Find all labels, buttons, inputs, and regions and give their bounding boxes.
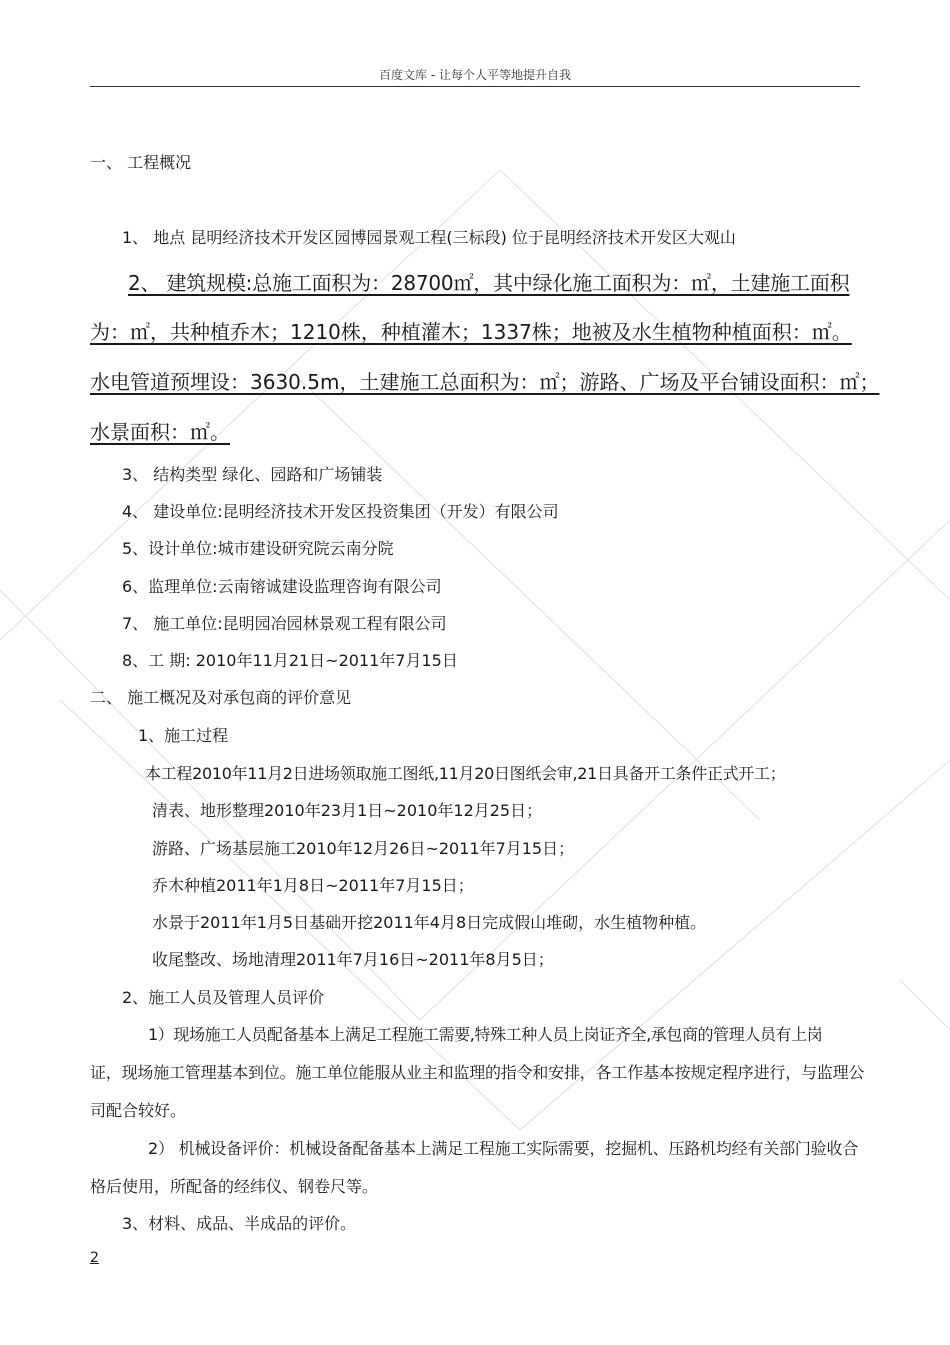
section-heading: 一、 工程概况 (90, 153, 192, 172)
process-line: 收尾整改、场地清理2011年7月16日~2011年8月5日； (152, 950, 554, 969)
paragraph-line: 格后使用，所配备的经纬仪、钢卷尺等。 (90, 1177, 379, 1196)
process-line: 本工程2010年11月2日进场领取施工图纸,11月20日图纸会审,21日具备开工条件正式开工； (145, 764, 786, 783)
designer-item: 5、设计单位:城市建设研究院云南分院 (122, 539, 394, 558)
paragraph-line: 司配合较好。 (90, 1101, 187, 1120)
scale-line-3: 水电管道预埋设：3630.5m，土建施工总面积为：㎡；游路、广场及平台铺设面积：㎡； (90, 370, 880, 394)
scale-line-1: 2、 建筑规模:总施工面积为：28700㎡，其中绿化施工面积为：㎡，土建施工面积 (128, 271, 850, 295)
paragraph-line: 证，现场施工管理基本到位。施工单位能服从业主和监理的指令和安排，各工作基本按规定程序进行，与监理公 (90, 1063, 865, 1082)
paragraph-line: 1）现场施工人员配备基本上满足工程施工需要,特殊工种人员上岗证齐全,承包商的管理人员有上岗 (148, 1025, 823, 1044)
structure-type-item: 3、 结构类型 绿化、园路和广场铺装 (122, 465, 383, 484)
section-heading: 二、 施工概况及对承包商的评价意见 (90, 688, 352, 707)
header-divider (90, 86, 860, 87)
page-number: 2 (90, 1250, 99, 1266)
paragraph-line: 2） 机械设备评价：机械设备配备基本上满足工程施工实际需要，挖掘机、压路机均经有关部门验收合 (148, 1139, 859, 1158)
process-line: 乔木种植2011年1月8日~2011年7月15日； (152, 876, 474, 895)
page-header: 百度文库 - 让每个人平等地提升自我 (379, 68, 571, 82)
supervisor-item: 6、监理单位:云南镕诚建设监理咨询有限公司 (122, 577, 442, 596)
subsection-heading: 2、施工人员及管理人员评价 (122, 988, 325, 1007)
process-line: 游路、广场基层施工2010年12月26日~2011年7月15日； (152, 839, 575, 858)
process-line: 水景于2011年1月5日基础开挖2011年4月8日完成假山堆砌，水生植物种植。 (152, 913, 707, 932)
location-item: 1、 地点 昆明经济技术开发区园博园景观工程(三标段) 位于昆明经济技术开发区大观山 (122, 228, 736, 247)
owner-item: 4、 建设单位:昆明经济技术开发区投资集团（开发）有限公司 (122, 502, 559, 521)
contractor-item: 7、 施工单位:昆明园冶园林景观工程有限公司 (122, 614, 447, 633)
scale-line-4: 水景面积：㎡。 (90, 420, 230, 444)
scale-line-2: 为：㎡，共种植乔木；1210株，种植灌木；1337株；地被及水生植物种植面积：㎡。 (90, 320, 852, 344)
subsection-heading: 1、施工过程 (138, 726, 229, 745)
schedule-item: 8、工 期: 2010年11月21日~2011年7月15日 (122, 651, 458, 670)
process-line: 清表、地形整理2010年23月1日~2010年12月25日； (152, 801, 543, 820)
subsection-heading: 3、材料、成品、半成品的评价。 (122, 1214, 357, 1233)
